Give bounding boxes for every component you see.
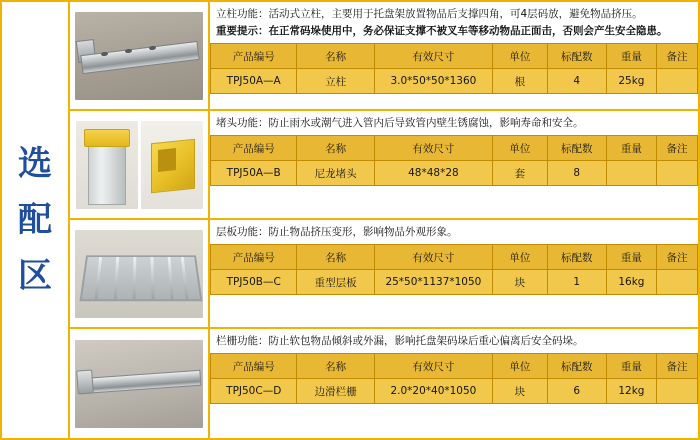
product-info-cell (210, 111, 698, 218)
cell-weight: 16kg (606, 270, 656, 295)
deck-slat (133, 257, 137, 299)
header-weight: 重量 (606, 44, 656, 69)
product-section-guard-rail (70, 329, 698, 438)
header-name: 名称 (297, 136, 374, 161)
cell-unit: 根 (493, 69, 548, 94)
cell-name: 重型层板 (297, 270, 374, 295)
table-row (211, 379, 698, 404)
header-size: 有效尺寸 (374, 245, 492, 270)
header-qty: 标配数 (547, 136, 606, 161)
header-weight: 重量 (606, 245, 656, 270)
product-photo-cell (70, 220, 210, 327)
header-size: 有效尺寸 (374, 136, 492, 161)
product-section-deck-panel (70, 220, 698, 329)
header-qty: 标配数 (547, 44, 606, 69)
sections-container (70, 2, 698, 438)
post-bar-shape (80, 40, 199, 73)
product-photo-cell (70, 329, 210, 438)
header-remark: 备注 (656, 245, 697, 270)
cell-qty: 8 (547, 161, 606, 186)
cell-code: TPJ50B—C (211, 270, 297, 295)
header-name: 名称 (297, 354, 374, 379)
header-size: 有效尺寸 (374, 44, 492, 69)
deck-panel-photo (75, 230, 203, 318)
cell-remark (656, 161, 697, 186)
cell-unit: 块 (493, 270, 548, 295)
cell-name: 尼龙堵头 (297, 161, 374, 186)
table-row (211, 69, 698, 94)
cell-remark (656, 69, 697, 94)
cell-name: 边滑栏栅 (297, 379, 374, 404)
cell-qty: 4 (547, 69, 606, 94)
guard-rail-photo (75, 340, 203, 428)
header-unit: 单位 (493, 136, 548, 161)
header-weight: 重量 (606, 136, 656, 161)
rail-bar-shape (79, 369, 202, 393)
header-remark: 备注 (656, 136, 697, 161)
header-remark: 备注 (656, 354, 697, 379)
deck-slat (181, 257, 189, 299)
table-row (211, 161, 698, 186)
deck-slat (168, 257, 174, 299)
left-label-char-3: 区 (18, 256, 52, 296)
cell-code: TPJ50A—A (211, 69, 297, 94)
cell-weight: 12kg (606, 379, 656, 404)
product-photo-cell (70, 111, 210, 218)
header-qty: 标配数 (547, 245, 606, 270)
table-header-row (211, 44, 698, 69)
deck-frame-shape (80, 255, 203, 301)
plug-cap-shape (84, 129, 130, 147)
cell-weight (606, 161, 656, 186)
header-remark: 备注 (656, 44, 697, 69)
spec-table (210, 244, 698, 295)
cell-weight: 25kg (606, 69, 656, 94)
post-hole-3 (149, 45, 156, 50)
header-unit: 单位 (493, 245, 548, 270)
header-qty: 标配数 (547, 354, 606, 379)
post-hole-2 (125, 48, 132, 53)
cell-size: 48*48*28 (374, 161, 492, 186)
cell-remark (656, 379, 697, 404)
product-info-cell (210, 220, 698, 327)
cell-code: TPJ50A—B (211, 161, 297, 186)
table-header-row (211, 136, 698, 161)
section-label-column (2, 2, 70, 438)
product-description (210, 2, 698, 43)
post-photo (75, 12, 203, 100)
header-code: 产品编号 (211, 245, 297, 270)
cell-qty: 1 (547, 270, 606, 295)
header-unit: 单位 (493, 354, 548, 379)
table-row (211, 270, 698, 295)
table-header-row (211, 354, 698, 379)
spec-table (210, 43, 698, 94)
cell-size: 3.0*50*50*1360 (374, 69, 492, 94)
header-code: 产品编号 (211, 136, 297, 161)
post-hole-1 (101, 51, 108, 56)
description-line-2: 重要提示：在正常码垛使用中，务必保证支撑不被叉车等移动物品正面击，否则会产生安全隐患。 (216, 25, 668, 38)
rail-end-shape (76, 369, 94, 394)
header-code: 产品编号 (211, 44, 297, 69)
cell-code: TPJ50C—D (211, 379, 297, 404)
product-info-cell (210, 329, 698, 438)
product-description (210, 329, 698, 353)
header-size: 有效尺寸 (374, 354, 492, 379)
product-photo-cell (70, 2, 210, 109)
header-code: 产品编号 (211, 354, 297, 379)
cell-unit: 块 (493, 379, 548, 404)
header-name: 名称 (297, 245, 374, 270)
cell-size: 25*50*1137*1050 (374, 270, 492, 295)
product-description (210, 220, 698, 244)
nylon-plug-photo (76, 121, 138, 209)
description-line-1: 栏栅功能：防止软包物品倾斜或外漏，影响托盘架码垛后重心偏离后安全码垛。 (216, 335, 584, 347)
cell-name: 立柱 (297, 69, 374, 94)
header-name: 名称 (297, 44, 374, 69)
description-line-1: 立柱功能：活动式立柱，主要用于托盘架放置物品后支撑四角，可4层码放，避免物品挤压。 (216, 8, 643, 20)
cell-qty: 6 (547, 379, 606, 404)
product-description (210, 111, 698, 135)
description-line-1: 堵头功能：防止雨水或潮气进入管内后导致管内壁生锈腐蚀，影响寿命和安全。 (216, 117, 584, 129)
product-section-post (70, 2, 698, 111)
deck-slat (151, 257, 155, 299)
deck-slat (114, 257, 120, 299)
header-weight: 重量 (606, 354, 656, 379)
cell-unit: 套 (493, 161, 548, 186)
header-unit: 单位 (493, 44, 548, 69)
description-line-1: 层板功能：防止物品挤压变形，影响物品外观形象。 (216, 226, 458, 238)
nylon-plug-detail-photo (141, 121, 203, 209)
cell-size: 2.0*20*40*1050 (374, 379, 492, 404)
table-header-row (211, 245, 698, 270)
product-section-nylon-plug (70, 111, 698, 220)
left-label-char-1: 选 (18, 144, 52, 184)
deck-slat (95, 257, 102, 299)
plug-post-shape (88, 143, 126, 205)
product-info-cell (210, 2, 698, 109)
spec-table (210, 353, 698, 404)
spec-table (210, 135, 698, 186)
cell-remark (656, 270, 697, 295)
plug-cavity-shape (158, 148, 176, 172)
left-label-char-2: 配 (18, 200, 52, 240)
